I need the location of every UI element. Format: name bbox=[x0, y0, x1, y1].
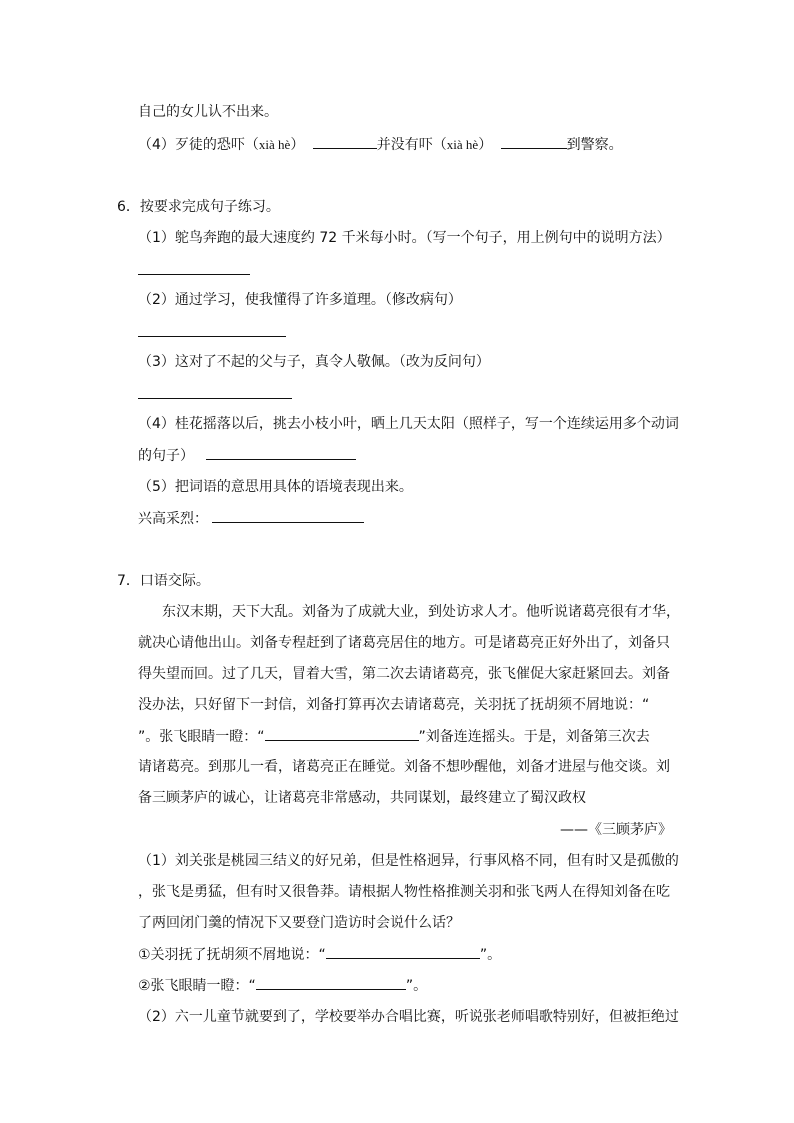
passage-line: 没办法，只好留下一封信，刘备打算再次去请诸葛亮，关羽抚了抚胡须不屑地说：“ bbox=[138, 697, 650, 713]
pinyin: xià hè bbox=[446, 137, 479, 152]
q4-text-d: ） bbox=[478, 137, 493, 153]
pinyin: xià hè bbox=[258, 137, 291, 152]
question-6-item-4: （4）桂花摇落以后，挑去小枝小叶，晒上几天太阳（照样子，写一个连续运用多个动词 bbox=[138, 416, 679, 432]
answer-blank[interactable] bbox=[265, 726, 419, 741]
question-7-title: 7．口语交际。 bbox=[117, 573, 210, 589]
question-6-item-2: （2）通过学习，使我懂得了许多道理。（修改病句） bbox=[138, 292, 462, 308]
q4-text-a: （4）歹徒的恐吓（ bbox=[138, 137, 259, 153]
passage-line: 就决心请他出山。刘备专程赶到了诸葛亮居住的地方。可是诸葛亮正好外出了，刘备只 bbox=[138, 635, 670, 651]
quote-end: ”。 bbox=[479, 947, 502, 963]
question-6-item-3: （3）这对了不起的父与子，真令人敬佩。（改为反问句） bbox=[138, 354, 490, 370]
question-7-item-1-cont: 了两回闭门羹的情况下又要登门造访时会说什么话？ bbox=[138, 915, 460, 931]
answer-blank[interactable] bbox=[212, 508, 364, 523]
passage-line: 东汉末期，天下大乱。刘备为了成就大业，到处访求人才。他听说诸葛亮很有才华， bbox=[162, 604, 680, 620]
answer-blank[interactable] bbox=[313, 134, 377, 149]
q4-text-b: ） bbox=[290, 137, 305, 153]
q6-s4b: 的句子） bbox=[138, 448, 194, 464]
question-7-item-1-cont: ，张飞是勇猛，但有时又很鲁莽。请根据人物性格推测关羽和张飞两人在得知刘备在吃 bbox=[138, 884, 670, 900]
passage-line bbox=[138, 726, 650, 747]
answer-line[interactable] bbox=[138, 384, 292, 405]
passage-line: 请诸葛亮。到那儿一看，诸葛亮正在睡觉。刘备不想吵醒他，刘备才进屋与他交谈。刘 bbox=[138, 759, 670, 775]
question-7-item-2: （2）六一儿童节就要到了，学校要举办合唱比赛，听说张老师唱歌特别好，但被拒绝过 bbox=[138, 1009, 679, 1025]
answer-line-zhangfei bbox=[138, 975, 427, 996]
question-6-item-5: （5）把词语的意思用具体的语境表现出来。 bbox=[138, 479, 413, 495]
answer-line[interactable] bbox=[138, 322, 286, 343]
word-line bbox=[138, 508, 364, 529]
passage-text: ”刘备连连摇头。于是，刘备第三次去 bbox=[418, 729, 650, 745]
q4-text-c: 并没有吓（ bbox=[376, 137, 447, 153]
word-label: 兴高采烈： bbox=[138, 511, 208, 527]
q4-text-e: 到警察。 bbox=[566, 137, 623, 153]
answer-blank[interactable] bbox=[326, 944, 480, 959]
answer-line-guanyu bbox=[138, 944, 501, 965]
question-6-title: 6．按要求完成句子练习。 bbox=[117, 199, 280, 215]
question-4-line bbox=[138, 134, 623, 155]
text-line: 自己的女儿认不出来。 bbox=[138, 104, 278, 120]
passage-line: 备三顾茅庐的诚心，让诸葛亮非常感动，共同谋划，最终建立了蜀汉政权 bbox=[138, 790, 586, 806]
answer-blank[interactable] bbox=[206, 445, 356, 460]
passage-text: ”。张飞眼睛一瞪：“ bbox=[138, 729, 265, 745]
quote-end: ”。 bbox=[405, 978, 428, 994]
question-6-item-1: （1）鸵鸟奔跑的最大速度约 72 千米每小时。（写一个句子，用上例句中的说明方法） bbox=[138, 230, 671, 246]
question-6-item-4-cont bbox=[138, 445, 356, 466]
zhangfei-prompt: ②张飞眼睛一瞪：“ bbox=[138, 978, 256, 994]
passage-source: ——《三顾茅庐》 bbox=[560, 822, 672, 838]
guanyu-prompt: ①关羽抚了抚胡须不屑地说：“ bbox=[138, 947, 326, 963]
passage-line: 得失望而回。过了几天，冒着大雪，第二次去请诸葛亮，张飞催促大家赶紧回去。刘备 bbox=[138, 666, 670, 682]
answer-blank[interactable] bbox=[256, 975, 406, 990]
answer-line[interactable] bbox=[138, 260, 250, 281]
answer-blank[interactable] bbox=[501, 134, 567, 149]
question-7-item-1: （1）刘关张是桃园三结义的好兄弟，但是性格迥异，行事风格不同，但有时又是孤傲的 bbox=[138, 853, 679, 869]
